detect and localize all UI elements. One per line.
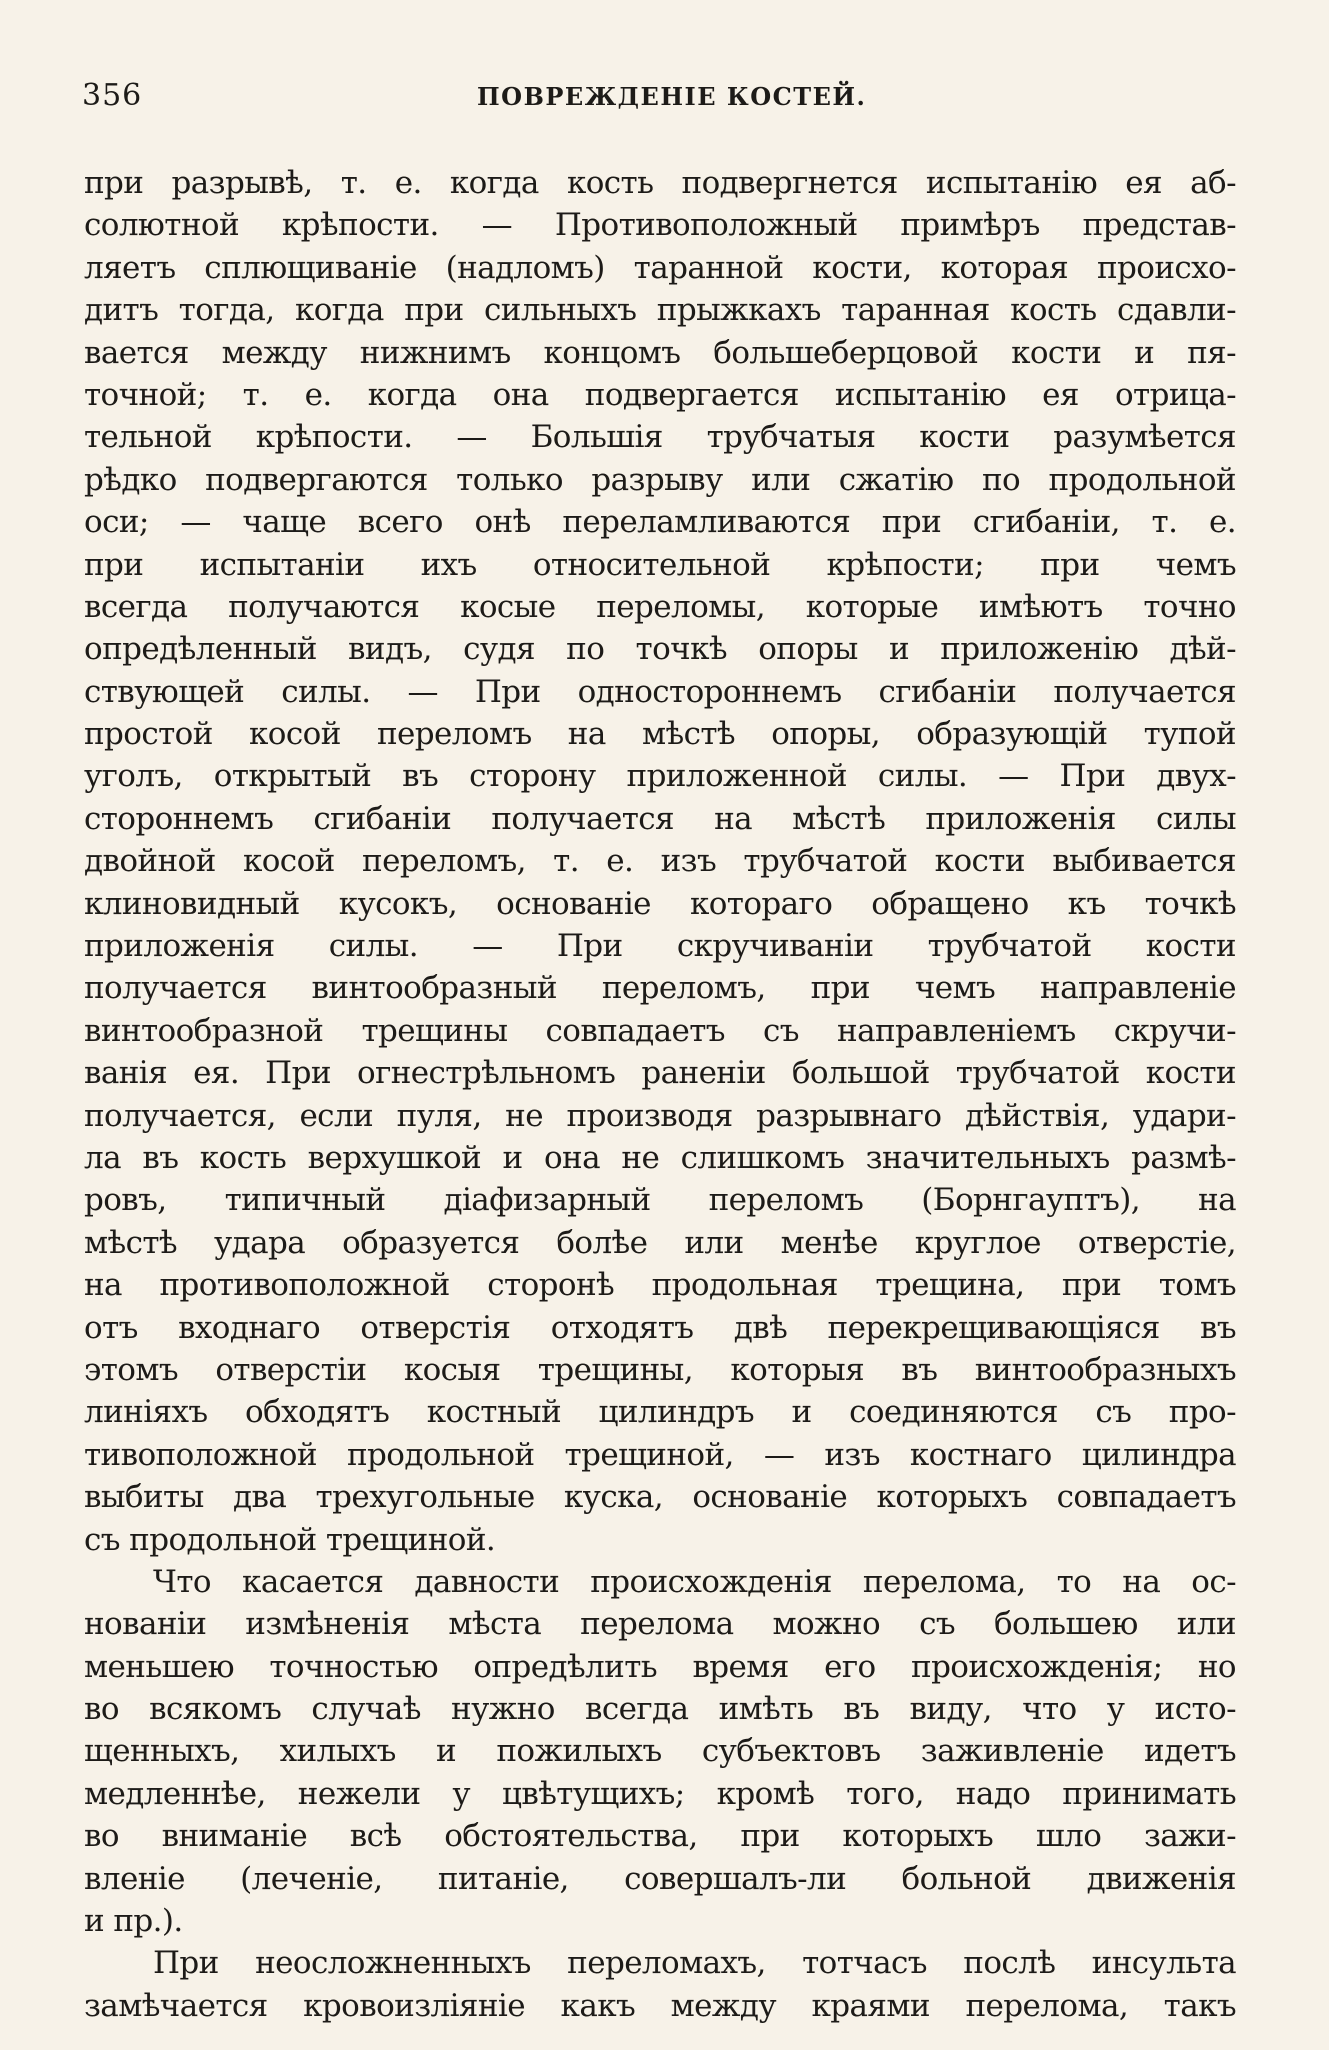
text-line: клиновидный кусокъ, основаніе котораго обращено къ точкѣ — [84, 885, 1236, 922]
text-line: вленіе (леченіе, питаніе, совершалъ-ли больной движенія — [84, 1860, 1236, 1897]
text-line: ляетъ сплющиваніе (надломъ) таранной кости, которая происхо- — [84, 249, 1236, 286]
text-line: При неосложненныхъ переломахъ, тотчасъ послѣ инсульта — [153, 1945, 1236, 1982]
page-number: 356 — [82, 78, 143, 113]
text-line: ствующей силы. — При одностороннемъ сгибаніи получается — [84, 673, 1236, 710]
text-line: во всякомъ случаѣ нужно всегда имѣть въ виду, что у исто- — [84, 1691, 1236, 1728]
text-line: солютной крѣпости. — Противоположный примѣръ представ- — [84, 207, 1236, 244]
text-line: на противоположной сторонѣ продольная трещина, при томъ — [84, 1267, 1236, 1304]
text-line: рѣдко подвергаются только разрыву или сжатію по продольной — [84, 461, 1236, 498]
text-line: всегда получаются косые переломы, которые имѣютъ точно — [84, 588, 1236, 625]
text-line: опредѣленный видъ, судя по точкѣ опоры и приложенію дѣй- — [84, 631, 1236, 668]
paragraph-2 — [84, 1561, 1236, 1943]
text-line: получается винтообразный переломъ, при чемъ направленіе — [84, 970, 1236, 1007]
text-line: Что касается давности происхожденія перелома, то на ос- — [153, 1563, 1236, 1600]
text-line: ванія ея. При огнестрѣльномъ раненіи большой трубчатой кости — [84, 1055, 1236, 1092]
text-line: тельной крѣпости. — Большія трубчатыя кости разумѣется — [84, 419, 1236, 456]
text-line: и пр.). — [84, 1903, 183, 1940]
running-title: ПОВРЕЖДЕНІЕ КОСТЕЙ. — [477, 82, 867, 111]
text-line: во вниманіе всѣ обстоятельства, при которыхъ шло зажи- — [84, 1818, 1236, 1855]
text-line: винтообразной трещины совпадаетъ съ направленіемъ скручи- — [84, 1012, 1236, 1049]
running-head — [82, 78, 1232, 118]
text-line: оси; — чаще всего онѣ переламливаются при сгибаніи, т. е. — [84, 504, 1236, 541]
text-line: мѣстѣ удара образуется болѣе или менѣе круглое отверстіе, — [84, 1224, 1236, 1261]
text-line: при разрывѣ, т. е. когда кость подвергнется испытанію ея аб- — [84, 165, 1236, 201]
text-line: съ продольной трещиной. — [84, 1521, 496, 1558]
text-line: ла въ кость верхушкой и она не слишкомъ значительныхъ размѣ- — [84, 1139, 1236, 1176]
text-line: выбиты два трехугольные куска, основаніе которыхъ совпадаетъ — [84, 1479, 1236, 1516]
text-line: уголъ, открытый въ сторону приложенной силы. — При двух- — [84, 758, 1236, 795]
paragraph-3 — [84, 1942, 1236, 2027]
text-line: тивоположной продольной трещиной, — изъ костнаго цилиндра — [84, 1436, 1236, 1473]
text-line: получается, если пуля, не производя разрывнаго дѣйствія, удари- — [84, 1097, 1236, 1134]
text-line: замѣчается кровоизліяніе какъ между краями перелома, такъ — [84, 1987, 1236, 2024]
text-line: при испытаніи ихъ относительной крѣпости; при чемъ — [84, 546, 1236, 583]
text-line: дитъ тогда, когда при сильныхъ прыжкахъ таранная кость сдавли- — [84, 292, 1236, 329]
text-line: вается между нижнимъ концомъ большеберцовой кости и пя- — [84, 334, 1236, 371]
text-line: точной; т. е. когда она подвергается испытанію ея отрица- — [84, 376, 1236, 413]
body-text — [84, 162, 1236, 2027]
text-line: стороннемъ сгибаніи получается на мѣстѣ приложенія силы — [84, 800, 1236, 837]
paragraph-1 — [84, 162, 1236, 1561]
text-line: меньшею точностью опредѣлить время его происхожденія; но — [84, 1648, 1236, 1685]
text-line: отъ входнаго отверстія отходятъ двѣ перекрещивающіяся въ — [84, 1309, 1236, 1346]
text-line: щенныхъ, хилыхъ и пожилыхъ субъектовъ заживленіе идетъ — [84, 1733, 1236, 1770]
text-line: простой косой переломъ на мѣстѣ опоры, образующій тупой — [84, 716, 1236, 753]
text-line: двойной косой переломъ, т. е. изъ трубчатой кости выбивается — [84, 843, 1236, 880]
text-line: приложенія силы. — При скручиваніи трубчатой кости — [84, 928, 1236, 965]
text-line: нованіи измѣненія мѣста перелома можно съ большею или — [84, 1606, 1236, 1643]
text-line: этомъ отверстіи косыя трещины, которыя въ винтообразныхъ — [84, 1351, 1236, 1388]
text-line: линіяхъ обходятъ костный цилиндръ и соединяются съ про- — [84, 1394, 1236, 1431]
text-line: медленнѣе, нежели у цвѣтущихъ; кромѣ того, надо принимать — [84, 1775, 1236, 1812]
text-line: ровъ, типичный діафизарный переломъ (Борнгауптъ), на — [84, 1182, 1236, 1219]
